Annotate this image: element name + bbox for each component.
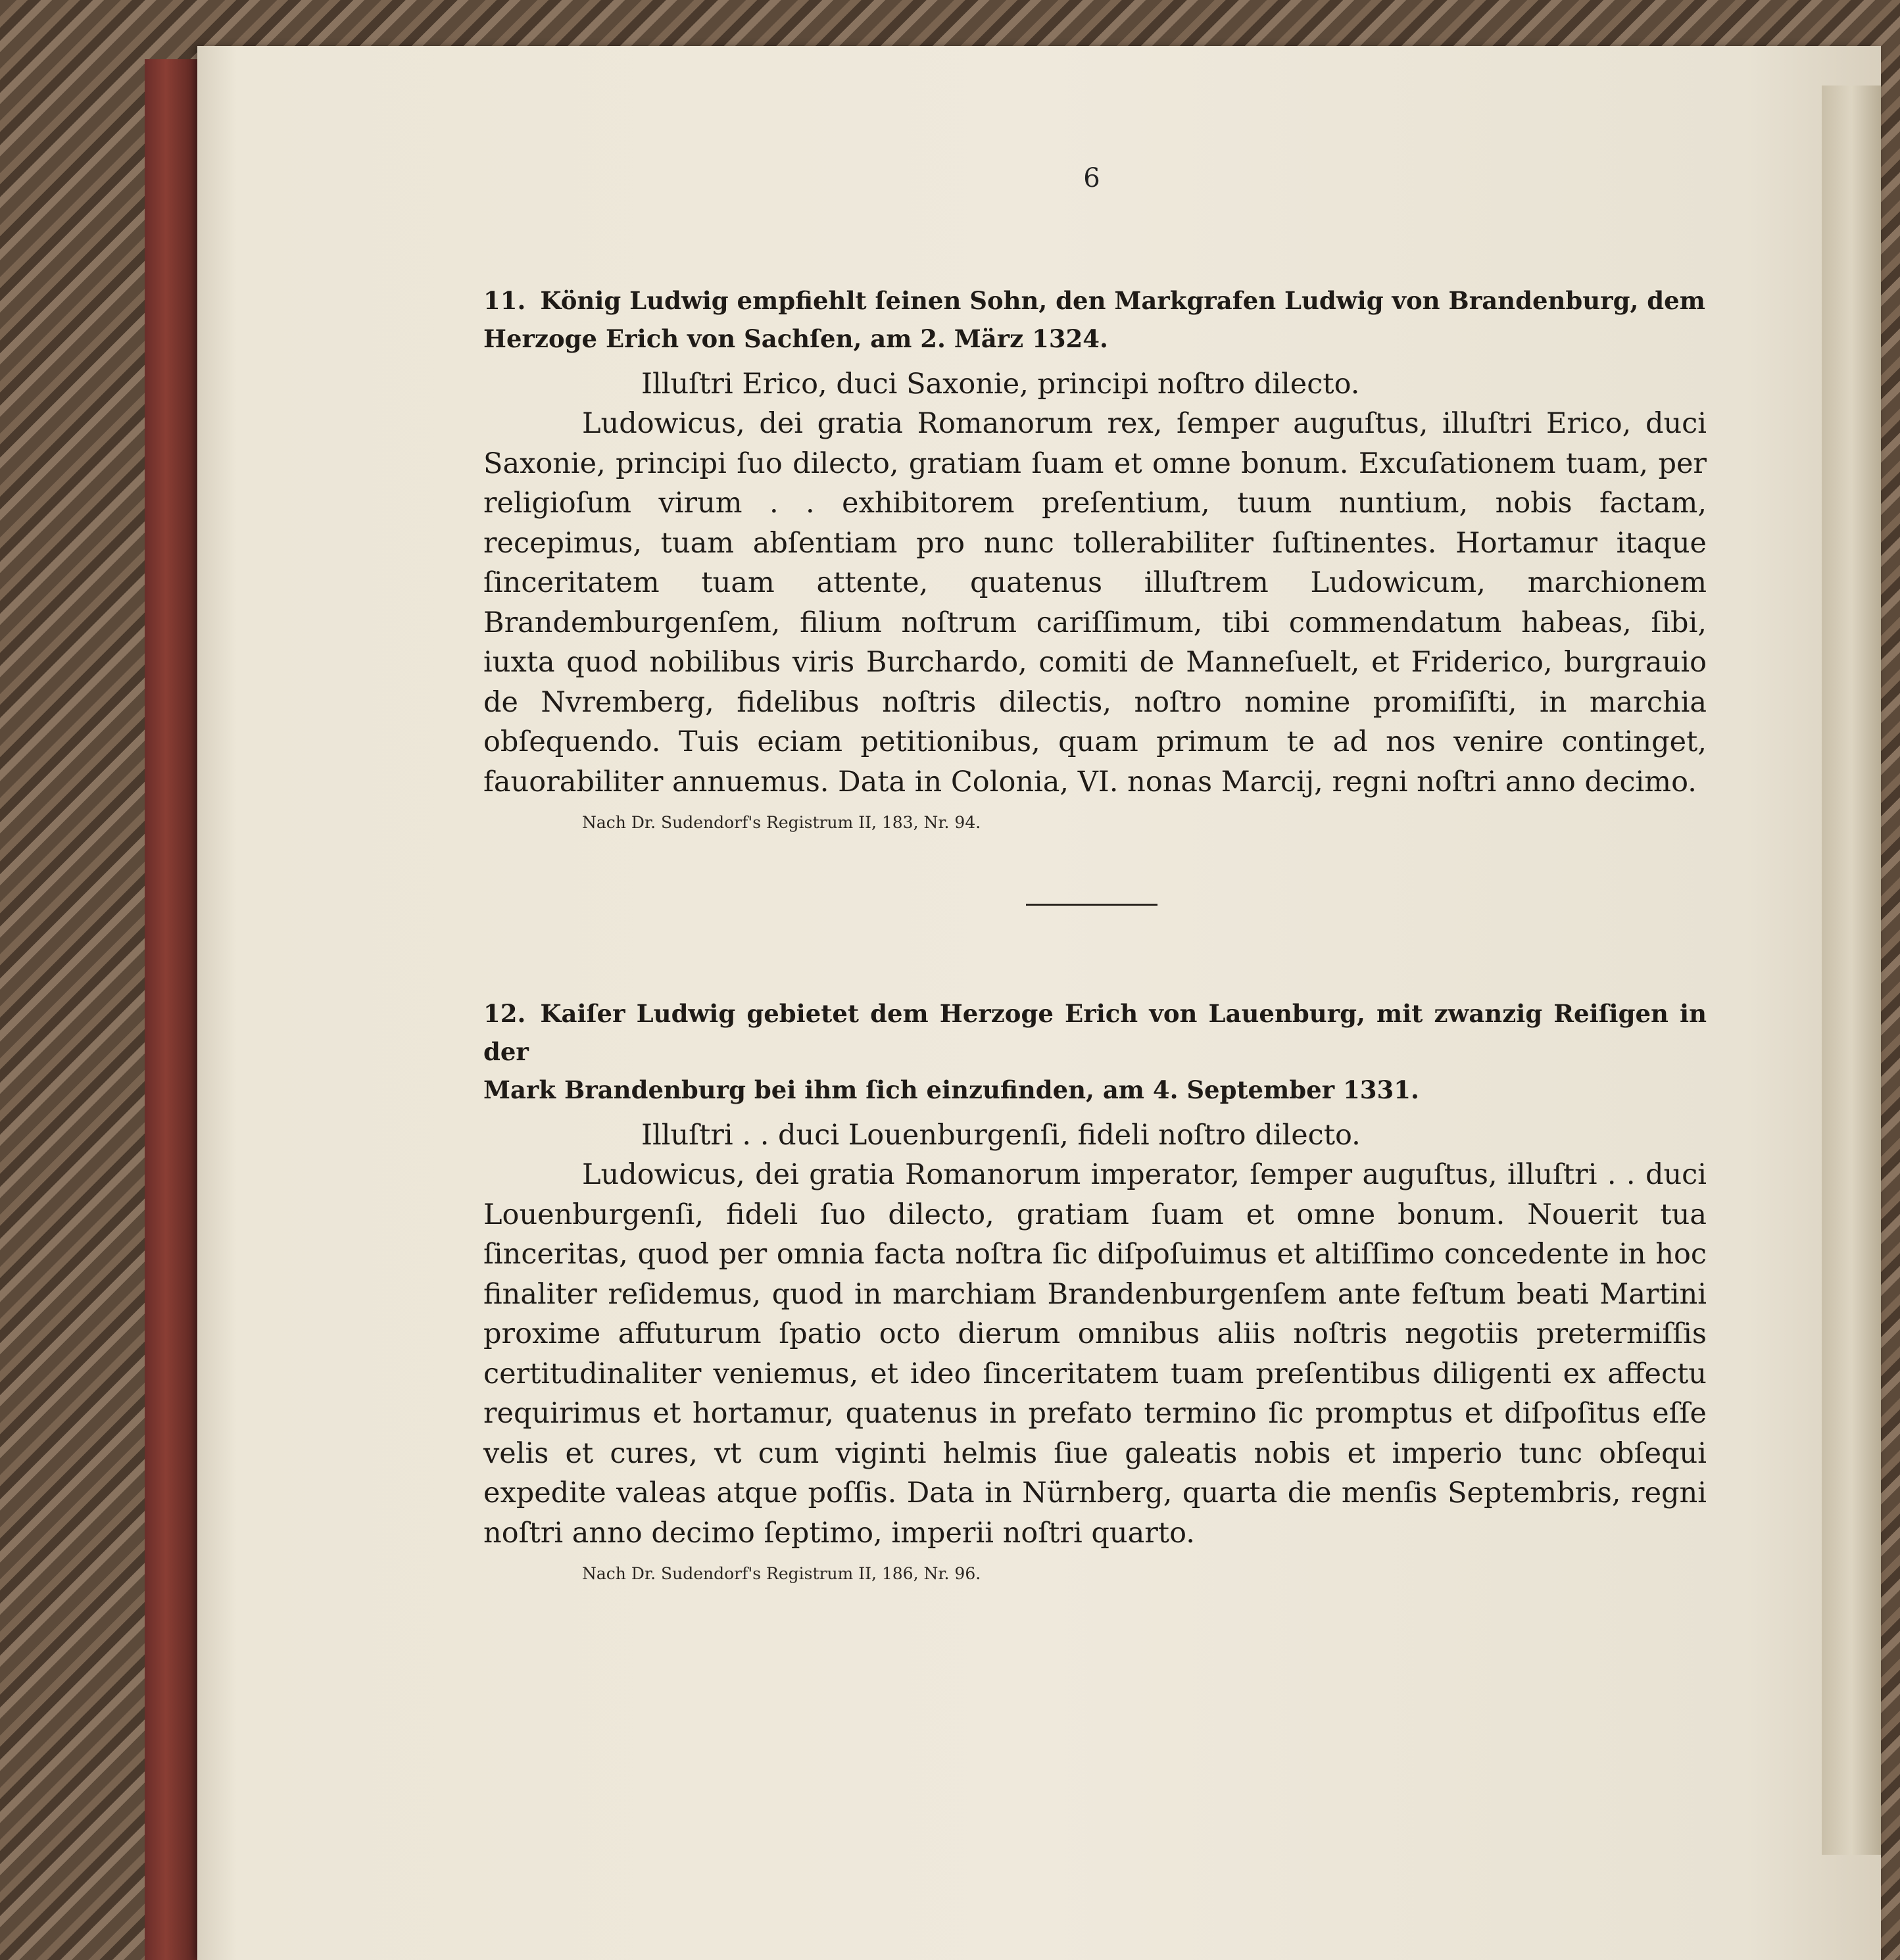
source-note: Nach Dr. Sudendorf's Registrum II, 186, Nr. 96. <box>582 1564 981 1583</box>
entry-heading <box>483 994 1707 1109</box>
section-divider <box>1026 904 1157 906</box>
page-number: 6 <box>1083 163 1100 193</box>
entry-heading <box>483 282 1707 358</box>
book-spine <box>145 59 197 1960</box>
entry-number: 11. <box>483 286 526 315</box>
heading-line-2: Mark Brandenburg bei ihm ſich einzufinden, am 4. September 1331. <box>483 1075 1419 1104</box>
letter-body: Ludowicus, dei gratia Romanorum imperator, ſemper auguſtus, illuſtri . . duci Louenburgenſi, fideli ſuo dilecto, gratiam ſuam et omne bonum. Nouerit tua ſinceritas, quod per omnia facta noſtra ſic diſpoſuimus et altiſſimo concedente in hoc finaliter reſidemus, quod in marchiam Brandenburgenſem ante feſtum beati Martini proxime affuturum ſpatio octo dierum omnibus aliis noſtris negotiis pretermiſſis certitudinaliter veniemus, et ideo ſinceritatem tuam preſentibus diligenti ex affectu requirimus et hortamur, quatenus in prefato termino ſic promptus et diſpoſitus eſſe velis et cures, vt cum viginti helmis ſiue galeatis nobis et imperio tunc obſequi expedite valeas atque poſſis. Data in Nürnberg, quarta die menſis Septembris, regni noſtri anno decimo ſeptimo, imperii noſtri quarto. <box>483 1158 1707 1550</box>
source-note: Nach Dr. Sudendorf's Registrum II, 183, Nr. 94. <box>582 813 981 832</box>
page-edge <box>1822 86 1881 1855</box>
heading-line-1: Kaiſer Ludwig gebietet dem Herzoge Erich von Lauenburg, mit zwanzig Reiſigen in der <box>483 999 1707 1066</box>
letter-body: Ludowicus, dei gratia Romanorum rex, ſemper auguſtus, illuſtri Erico, duci Saxonie, principi ſuo dilecto, gratiam ſuam et omne bonum. Excuſationem tuam, per religioſum virum . . exhibitorem preſentium, tuum nuntium, nobis factam, recepimus, tuam abſentiam pro nunc tollerabiliter ſuſtinentes. Hortamur itaque ſinceritatem tuam attente, quatenus illuſtrem Ludowicum, marchionem Brandemburgenſem, filium noſtrum cariſſimum, tibi commendatum habeas, ſibi, iuxta quod nobilibus viris Burchardo, comiti de Manneſuelt, et Friderico, burgrauio de Nvremberg, fidelibus noſtris dilectis, noſtro nomine promiſiſti, in marchia obſequendo. Tuis eciam petitionibus, quam primum te ad nos venire continget, fauorabiliter annuemus. Data in Colonia, VI. nonas Marcij, regni noſtri anno decimo. <box>483 407 1707 798</box>
entry-12 <box>483 994 1707 1587</box>
heading-line-2: Herzoge Erich von Sachſen, am 2. März 1324. <box>483 324 1108 353</box>
heading-line-1: König Ludwig empfiehlt ſeinen Sohn, den Markgrafen Ludwig von Brandenburg, dem <box>540 286 1705 315</box>
entry-number: 12. <box>483 999 526 1028</box>
salutation: Illuſtri . . duci Louenburgenſi, fideli noſtro dilecto. <box>641 1119 1361 1152</box>
entry-11 <box>483 282 1707 836</box>
salutation: Illuſtri Erico, duci Saxonie, principi noſtro dilecto. <box>641 368 1360 401</box>
